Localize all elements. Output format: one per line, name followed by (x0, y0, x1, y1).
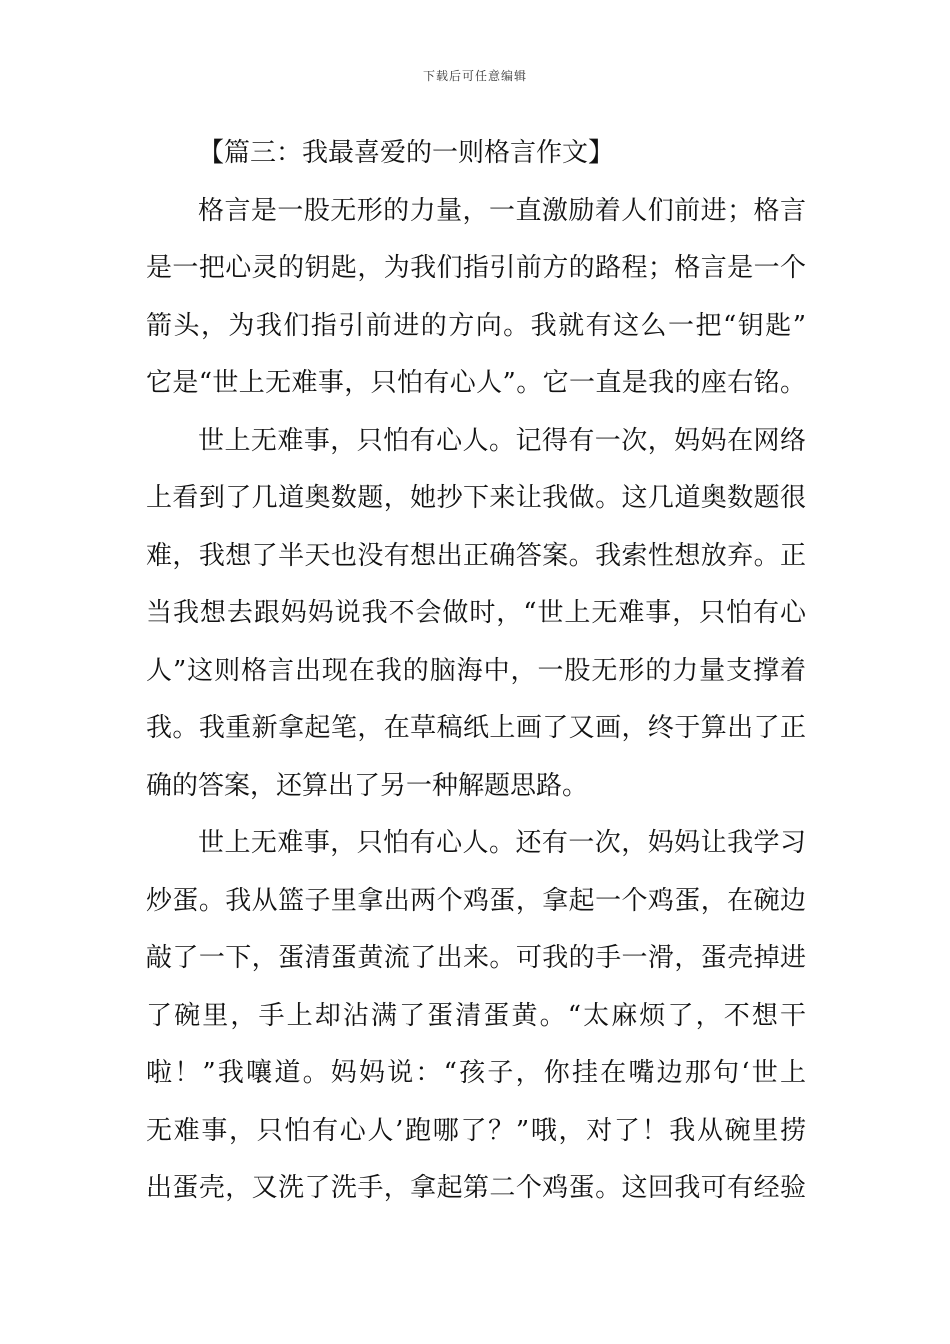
text-line: 上看到了几道奥数题，她抄下来让我做。这几道奥数题很 (146, 483, 806, 513)
text-line: 当我想去跟妈妈说我不会做时，“世上无难事，只怕有心 (146, 598, 806, 628)
text-line: 出蛋壳，又洗了洗手，拿起第二个鸡蛋。这回我可有经验 (146, 1173, 806, 1203)
article-title: 【篇三：我最喜爱的一则格言作文】 (198, 138, 615, 168)
text-line: 它是“世上无难事，只怕有心人”。它一直是我的座右铭。 (146, 368, 806, 398)
text-line: 我。我重新拿起笔，在草稿纸上画了又画，终于算出了正 (146, 713, 806, 743)
text-line: 箭头，为我们指引前进的方向。我就有这么一把“钥匙” (146, 310, 806, 341)
text-line: 世上无难事，只怕有心人。记得有一次，妈妈在网络 (198, 425, 806, 456)
text-line: 格言是一股无形的力量，一直激励着人们前进；格言 (198, 195, 806, 226)
text-line: 炒蛋。我从篮子里拿出两个鸡蛋，拿起一个鸡蛋，在碗边 (146, 885, 806, 916)
text-line: 啦！”我嚷道。妈妈说：“孩子，你挂在嘴边那句‘世上 (146, 1058, 806, 1088)
text-line: 是一把心灵的钥匙，为我们指引前方的路程；格言是一个 (146, 253, 806, 283)
text-line: 了碗里，手上却沾满了蛋清蛋黄。“太麻烦了，不想干 (146, 1000, 806, 1031)
header-note: 下载后可任意编辑 (422, 69, 527, 83)
text-line: 世上无难事，只怕有心人。还有一次，妈妈让我学习 (198, 828, 806, 858)
text-line: 人”这则格言出现在我的脑海中，一股无形的力量支撑着 (146, 655, 806, 686)
article-body (146, 125, 806, 1218)
text-line: 无难事，只怕有心人’跑哪了？”哦，对了！我从碗里捞 (146, 1115, 806, 1146)
text-line: 确的答案，还算出了另一种解题思路。 (146, 770, 589, 801)
text-line: 敲了一下，蛋清蛋黄流了出来。可我的手一滑，蛋壳掉进 (146, 943, 806, 973)
text-line: 难，我想了半天也没有想出正确答案。我索性想放弃。正 (146, 540, 806, 571)
